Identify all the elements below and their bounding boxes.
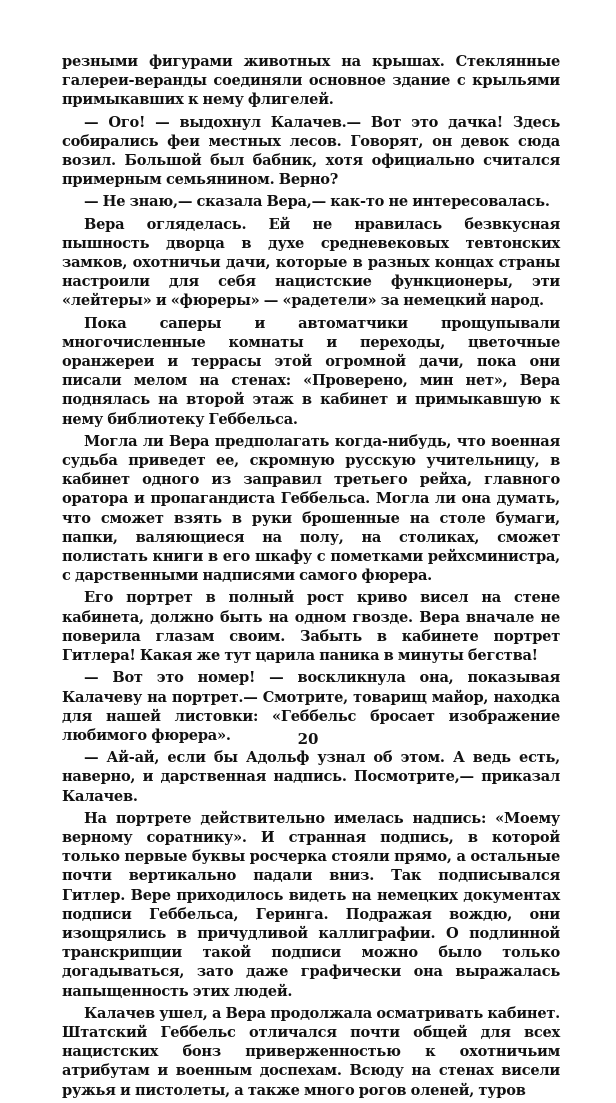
paragraph-1: резными фигурами животных на крышах. Стеклянные галереи-веранды соединяли основное здание с крыльями примыкавших к нему флигелей. — [62, 53, 560, 109]
paragraph-3: — Не знаю,— сказала Вера,— как-то не интересовалась. — [84, 193, 550, 211]
paragraph-2: — Ого! — выдохнул Калачев.— Вот это дачка! Здесь собирались феи местных лесов. Говорят, он девок сюда возил. Большой был бабник, хотя официально считался примерным семьянином. Верно? — [62, 113, 560, 189]
paragraph-9: — Ай-ай, если бы Адольф узнал об этом. А ведь есть, наверно, и дарственная надпись. Посмотрите,— приказал Калачев. — [62, 749, 560, 805]
body-text — [62, 52, 560, 1103]
paragraph-7: Его портрет в полный рост криво висел на стене кабинета, должно быть на одном гвозде. Вера вначале не поверила глазам своим. Забыть в кабинете портрет Гитлера! Какая же тут царила паника в минуты бегства! — [62, 589, 560, 665]
paragraph-4: Вера огляделась. Ей не нравилась безвкусная пышность дворца в духе средневековых тевтонских замков, охотничьи дачи, которые в разных концах страны настроили для себя нацистские функционеры, эти «лейтеры» и «фюреры» — «радетели» за немецкий народ. — [62, 215, 560, 310]
paragraph-6: Могла ли Вера предполагать когда-нибудь, что военная судьба приведет ее, скромную русскую учительницу, в кабинет одного из заправил третьего рейха, главного оратора и пропагандиста Геббельса. Могла ли она думать, что сможет взять в руки брошенные на столе бумаги, папки, валяющиеся на полу, на столиках, сможет полистать книги в его шкафу с пометками рейхсминистра, с дарственными надписями самого фюрера. — [62, 432, 560, 585]
paragraph-11: Калачев ушел, а Вера продолжала осматривать кабинет. Штатский Геббельс отличался почти общей для всех нацистских бонз приверженностью к охотничьим атрибутам и военным доспехам. Всюду на стенах висели ружья и пистолеты, а также много рогов оленей, туров — [62, 1004, 560, 1099]
paragraph-10: На портрете действительно имелась надпись: «Моему верному соратнику». И странная подпись, в которой только первые буквы росчерка стояли прямо, а остальные почти вертикально падали вниз. Так подписывался Гитлер. Вере приходилось видеть на немецких документах подписи Геббельса, Геринга. Подражая вождю, они изощрялись в причудливой каллиграфии. О подлинной транскрипции такой подписи можно было только догадываться, зато даже графически она выражалась напыщенность этих людей. — [62, 809, 560, 1000]
page-number: 20 — [297, 730, 319, 748]
paragraph-8: — Вот это номер! — воскликнула она, показывая Калачеву на портрет.— Смотрите, товарищ майор, находка для нашей листовки: «Геббельс бросает изображение любимого фюрера». — [62, 669, 560, 744]
paragraph-5: Пока саперы и автоматчики прощупывали многочисленные комнаты и переходы, цветочные оранжереи и террасы этой огромной дачи, пока они писали мелом на стенах: «Проверено, мин нет», Вера поднялась на второй этаж в кабинет и примыкавшую к нему библиотеку Геббельса. — [62, 314, 560, 428]
